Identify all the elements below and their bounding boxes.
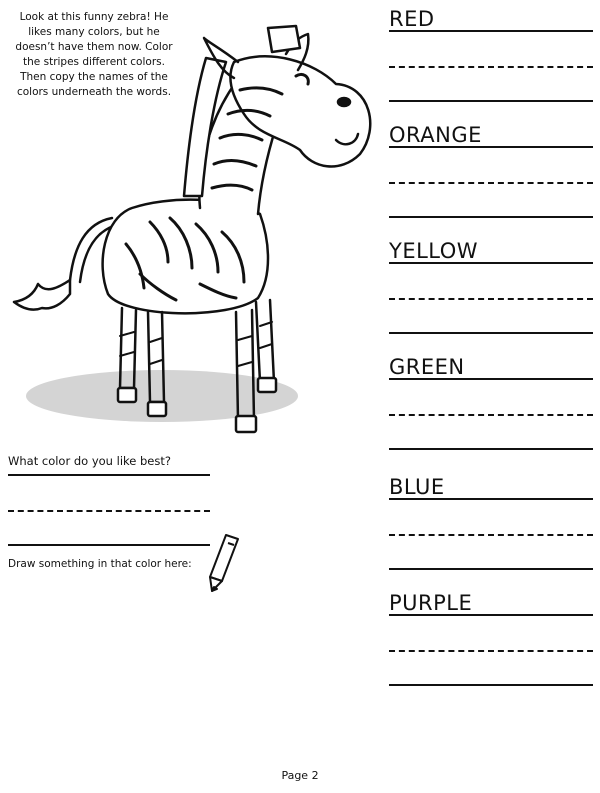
color-green-dashed-line	[389, 414, 593, 416]
color-red-dashed-line	[389, 66, 593, 68]
color-word-red: RED	[389, 7, 435, 31]
color-yellow-dashed-line	[389, 298, 593, 300]
favorite-color-line-2[interactable]	[8, 544, 210, 546]
favorite-color-line[interactable]	[8, 474, 210, 476]
color-yellow-writing-line[interactable]	[389, 332, 593, 334]
color-red-writing-line[interactable]	[389, 100, 593, 102]
draw-instruction: Draw something in that color here:	[8, 558, 192, 570]
color-green-writing-line[interactable]	[389, 448, 593, 450]
color-blue-writing-line[interactable]	[389, 568, 593, 570]
favorite-color-dashed-line	[8, 510, 210, 512]
color-purple-dashed-line	[389, 650, 593, 652]
color-word-green-underline	[389, 378, 593, 380]
color-word-blue: BLUE	[389, 475, 445, 499]
color-word-yellow: YELLOW	[389, 239, 479, 263]
color-word-blue-underline	[389, 498, 593, 500]
color-word-yellow-underline	[389, 262, 593, 264]
color-orange-writing-line[interactable]	[389, 216, 593, 218]
color-orange-dashed-line	[389, 182, 593, 184]
color-blue-dashed-line	[389, 534, 593, 536]
favorite-color-question: What color do you like best?	[8, 454, 171, 468]
pencil-icon	[206, 531, 240, 593]
zebra-illustration	[0, 18, 380, 438]
color-purple-writing-line[interactable]	[389, 684, 593, 686]
color-word-red-underline	[389, 30, 593, 32]
color-word-purple: PURPLE	[389, 591, 473, 615]
instructions-text: Look at this funny zebra! He likes many colors, but he doesn’t have them now. Color the stripes different colors. Then copy the names of the colors underneath the words.	[15, 11, 173, 98]
color-word-green: GREEN	[389, 355, 465, 379]
page-number: Page 2	[281, 769, 319, 782]
color-word-orange: ORANGE	[389, 123, 482, 147]
color-word-purple-underline	[389, 614, 593, 616]
color-word-orange-underline	[389, 146, 593, 148]
